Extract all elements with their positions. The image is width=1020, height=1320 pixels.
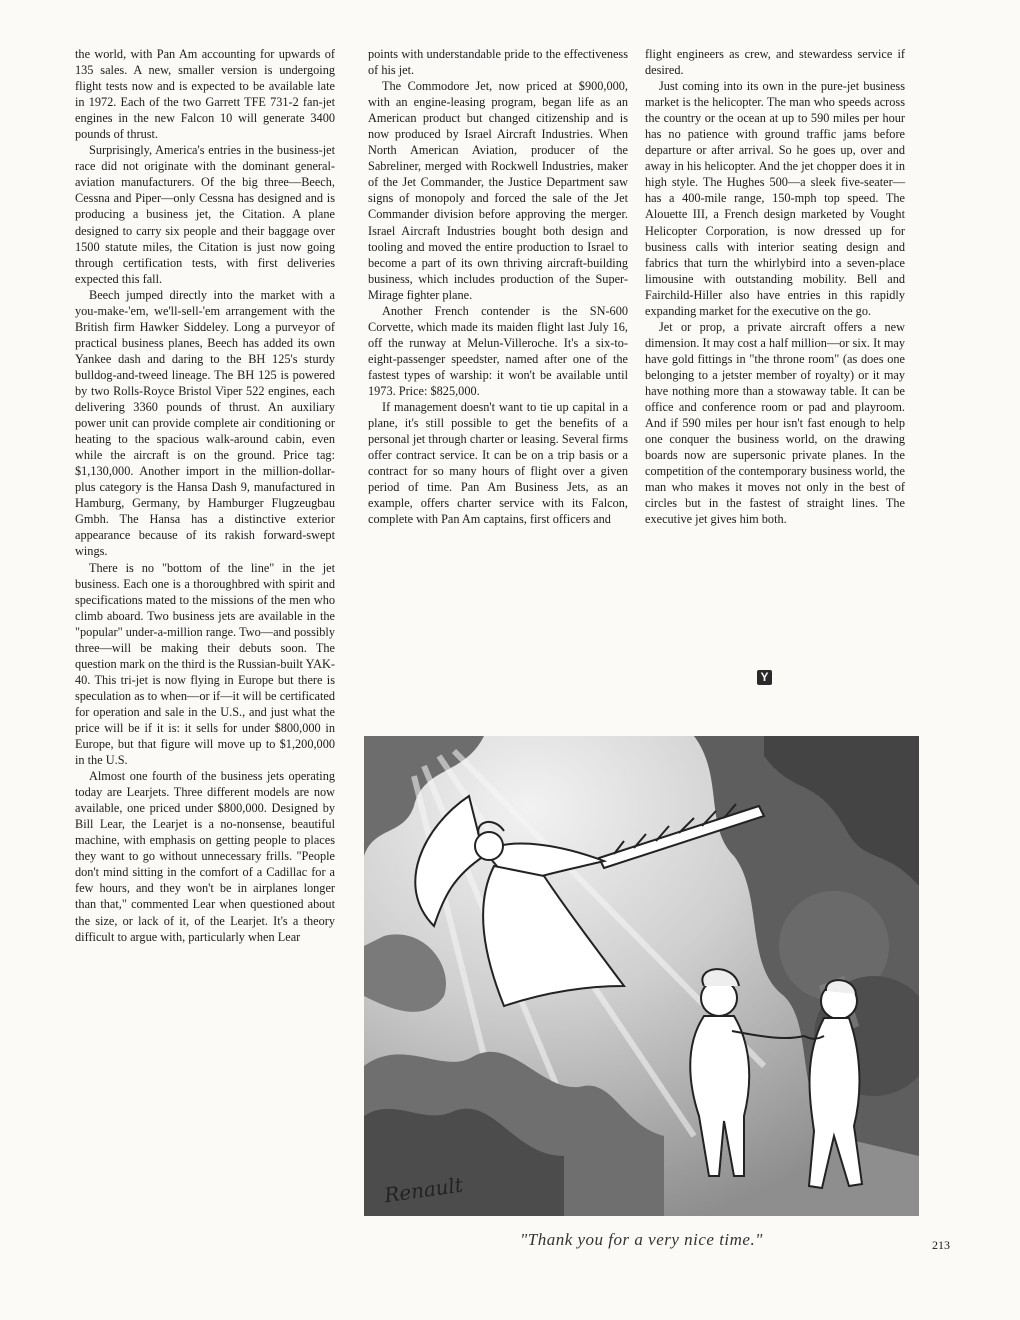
paragraph: Jet or prop, a private aircraft offers a new dimension. It may cost a half million—or six. It may have gold fittings in "the throne room" (as does one belonging to a jetster member of royalty) or it may have nothing more than a stowaway table. It can be office and conference room or pad and playroom. And if 590 miles per hour isn't fast enough to help one conquer the business world, on the drawing boards now are supersonic private planes. In the competition of the contemporary business world, the man who makes it moves not only in the best of circles but in the fastest of straight lines. The executive jet gives him both.: [645, 319, 905, 527]
paragraph: Just coming into its own in the pure-jet business market is the helicopter. The man who speeds across the country or the ocean at up to 590 miles per hour has no patience with ground traffic jams before departure or after arrival. So he goes up, over and away in his helicopter. And the jet chopper does it in high style. The Hughes 500—a sleek five-seater—has a 400-mile range, 150-mph top speed. The Alouette III, a French design marketed by Vought Helicopter Corporation, is now dressed up for business calls with interior seating design and fabrics that turn the whirlybird into a seven-place limousine with outstanding mobility. Bell and Fairchild-Hiller also have entries in this rapidly expanding market for the executive on the go.: [645, 79, 905, 318]
paragraph: points with understandable pride to the effectiveness of his jet.: [368, 47, 628, 78]
paragraph: the world, with Pan Am accounting for upwards of 135 sales. A new, smaller version is undergoing flight tests now and is expected to be available late in 1972. Each of the two Garrett TFE 731-2 fan-jet engines in the new Falcon 10 will generate 3400 pounds of thrust.: [75, 47, 335, 142]
paragraph: Another French contender is the SN-600 Corvette, which made its maiden flight last July 16, off the runway at Melun-Villeroche. It's a six-to-eight-passenger speedster, named after one of the fastest types of warship: it won't be available until 1973. Price: $825,000.: [368, 303, 628, 398]
text-column-1: [75, 46, 335, 1256]
paragraph: There is no "bottom of the line" in the jet business. Each one is a thoroughbred with spirit and specifications mated to the missions of the men who climb aboard. Two business jets are available in the "popular" under-a-million range. Two—and possibly three—will be making their debuts soon. The question mark on the third is the Russian-built YAK-40. This tri-jet is now flying in Europe but there is speculation as to when—or if—it will be certificated for operation and sale in the U.S., and just what the price will be if it is: it sells for under $800,000 in Europe, but that figure will move up to $1,200,000 in the U.S.: [75, 560, 335, 768]
page-number: 213: [932, 1238, 950, 1252]
cartoon-drawing: [364, 736, 919, 1216]
cartoon-illustration: [364, 736, 919, 1216]
cartoon-signature: Renault: [382, 1172, 465, 1208]
paragraph: flight engineers as crew, and stewardess service if desired.: [645, 47, 905, 78]
paragraph: If management doesn't want to tie up capital in a plane, it's still possible to get the benefits of a personal jet through charter or leasing. Several firms offer contract service. It can be on a trip basis or a contract for so many hours of flight over a given period of time. Pan Am Business Jets, as an example, offers charter service with its Falcon, complete with Pan Am captains, first officers and: [368, 400, 628, 527]
text-column-3: [645, 46, 905, 696]
end-mark-icon: Y: [757, 670, 772, 685]
paragraph: Surprisingly, America's entries in the business-jet race did not originate with the dominant general-aviation manufacturers. Of the big three—Beech, Cessna and Piper—only Cessna has designed and is producing a business jet, the Citation. A plane designed to carry six people and their baggage over 1500 statute miles, the Citation is just now going through certification tests, with first deliveries expected this fall.: [75, 143, 335, 286]
paragraph: The Commodore Jet, now priced at $900,000, with an engine-leasing program, began life as an American product but changed citizenship and is now produced by Israel Aircraft Industries. When North American Aviation, producer of the Sabreliner, merged with Rockwell Industries, maker of the Jet Commander, the Justice Department saw signs of monopoly and forced the sale of the Jet Commander division before approving the merger. Israel Aircraft Industries bought both design and tooling and moved the entire production to Israel to become a part of its own thriving aircraft-building business, which includes production of the Super-Mirage fighter plane.: [368, 79, 628, 302]
paragraph: Almost one fourth of the business jets operating today are Learjets. Three different models are now available, one priced under $800,000. Designed by Bill Lear, the Learjet is a no-nonsense, beautiful machine, with emphasis on getting people to places they want to go without unnecessary frills. "People don't mind sitting in the comfort of a Cadillac for a few hours, and they won't be in airplanes longer than that," commented Lear when questioned about the size, or lack of it, of the Learjet. It's a theory difficult to argue with, particularly when Lear: [75, 769, 335, 944]
text-column-2: [368, 46, 628, 696]
paragraph: Beech jumped directly into the market with a you-make-'em, we'll-sell-'em arrangement with the British firm Hawker Siddeley. Long a purveyor of practical business planes, Beech has added its own Yankee dash and daring to the BH 125's sturdy bulldog-and-tweed lineage. The BH 125 is powered by two Rolls-Royce Bristol Viper 522 engines, each delivering 3360 pounds of thrust. An auxiliary power unit can provide complete air conditioning or heating to the spacious walk-around cabin, even while the aircraft is on the ground. Price tag: $1,130,000. Another import in the million-dollar-plus category is the Hansa Dash 9, manufactured in Hamburg, Germany, by Hamburger Flugzeugbau Gmbh. The Hansa has a distinctive exterior appearance because of its rakish forward-swept wings.: [75, 287, 335, 559]
cartoon-caption: "Thank you for a very nice time.": [520, 1230, 763, 1249]
